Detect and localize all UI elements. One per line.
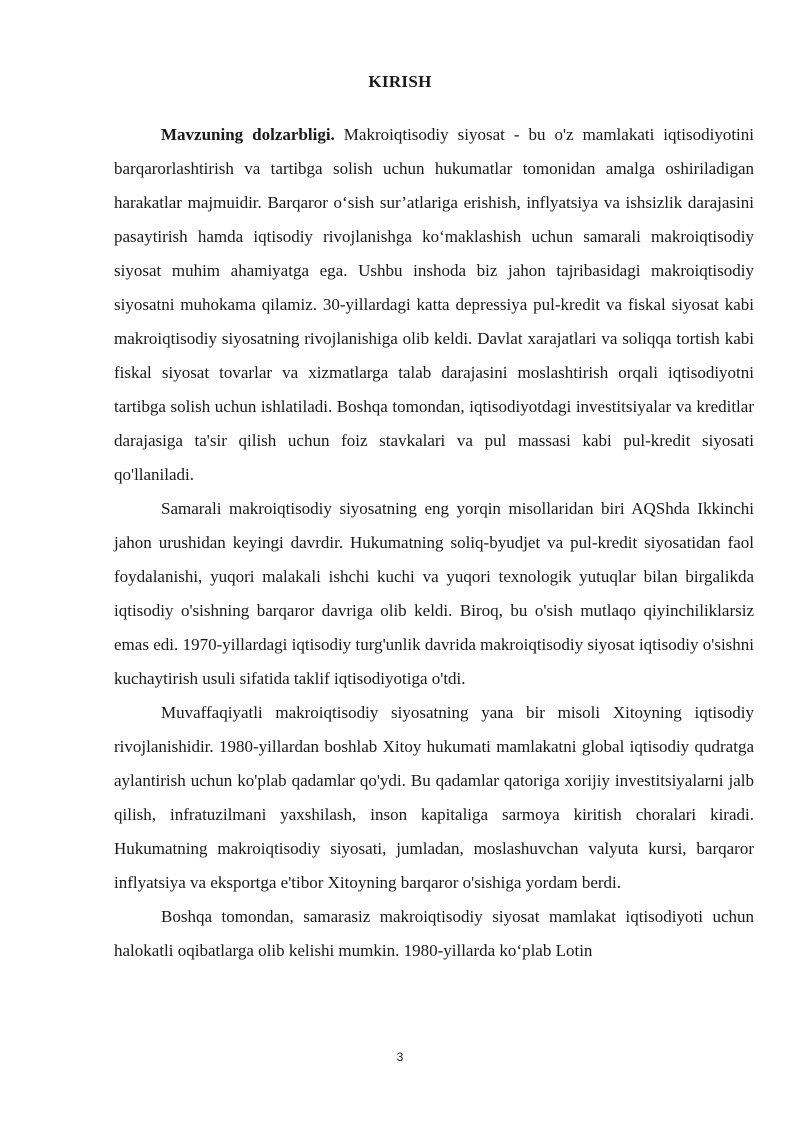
paragraph-text: Samarali makroiqtisodiy siyosatning eng yorqin misollaridan biri AQShda Ikkinchi jahon urushidan keyingi davrdir. Hukumatning soliq-byudjet va pul-kredit siyosatidan faol foydalanishi, yuqori malakali ishchi kuchi va yuqori texnologik yutuqlar bilan birgalikda iqtisodiy o'sishning barqaror davriga olib keldi. Biroq, bu o'sish mutlaqo qiyinchiliklarsiz emas edi. 1970-yillardagi iqtisodiy turg'unlik davrida makroiqtisodiy siyosat iqtisodiy o'sishni kuchaytirish usuli sifatida taklif iqtisodiyotiga o'tdi. [114, 499, 754, 688]
paragraph-usa-example [114, 492, 754, 696]
page-number: 3 [396, 1050, 404, 1064]
paragraph-ineffective-policy [114, 900, 754, 968]
paragraph-relevance [114, 118, 754, 492]
body-text [114, 118, 754, 968]
paragraph-text: Muvaffaqiyatli makroiqtisodiy siyosatning yana bir misoli Xitoyning iqtisodiy rivojlanishidir. 1980-yillardan boshlab Xitoy hukumati mamlakatni global iqtisodiy qudratga aylantirish uchun ko'plab qadamlar qo'ydi. Bu qadamlar qatoriga xorijiy investitsiyalarni jalb qilish, infratuzilmani yaxshilash, inson kapitaliga sarmoya kiritish choralari kiradi. Hukumatning makroiqtisodiy siyosati, jumladan, moslashuvchan valyuta kursi, barqaror inflyatsiya va eksportga e'tibor Xitoyning barqaror o'sishiga yordam berdi. [114, 703, 754, 892]
page-title: KIRISH [368, 72, 432, 91]
paragraph-china-example [114, 696, 754, 900]
paragraph-text: Makroiqtisodiy siyosat - bu o'z mamlakati iqtisodiyotini barqarorlashtirish va tartibga solish uchun hukumatlar tomonidan amalga oshiriladigan harakatlar majmuidir. Barqaror o‘sish sur’atlariga erishish, inflyatsiya va ishsizlik darajasini pasaytirish hamda iqtisodiy rivojlanishga ko‘maklashish uchun samarali makroiqtisodiy siyosat muhim ahamiyatga ega. Ushbu inshoda biz jahon tajribasidagi makroiqtisodiy siyosatni muhokama qilamiz. 30-yillardagi katta depressiya pul-kredit va fiskal siyosat kabi makroiqtisodiy siyosatning rivojlanishiga olib keldi. Davlat xarajatlari va soliqqa tortish kabi fiskal siyosat tovarlar va xizmatlarga talab darajasini moslashtirish orqali iqtisodiyotni tartibga solish uchun ishlatiladi. Boshqa tomondan, iqtisodiyotdagi investitsiyalar va kreditlar darajasiga ta'sir qilish uchun foiz stavkalari va pul massasi kabi pul-kredit siyosati qo'llaniladi. [114, 125, 754, 484]
paragraph-text: Boshqa tomondan, samarasiz makroiqtisodiy siyosat mamlakat iqtisodiyoti uchun halokatli oqibatlarga olib kelishi mumkin. 1980-yillarda ko‘plab Lotin [114, 907, 754, 960]
paragraph-lead: Mavzuning dolzarbligi. [161, 125, 335, 144]
